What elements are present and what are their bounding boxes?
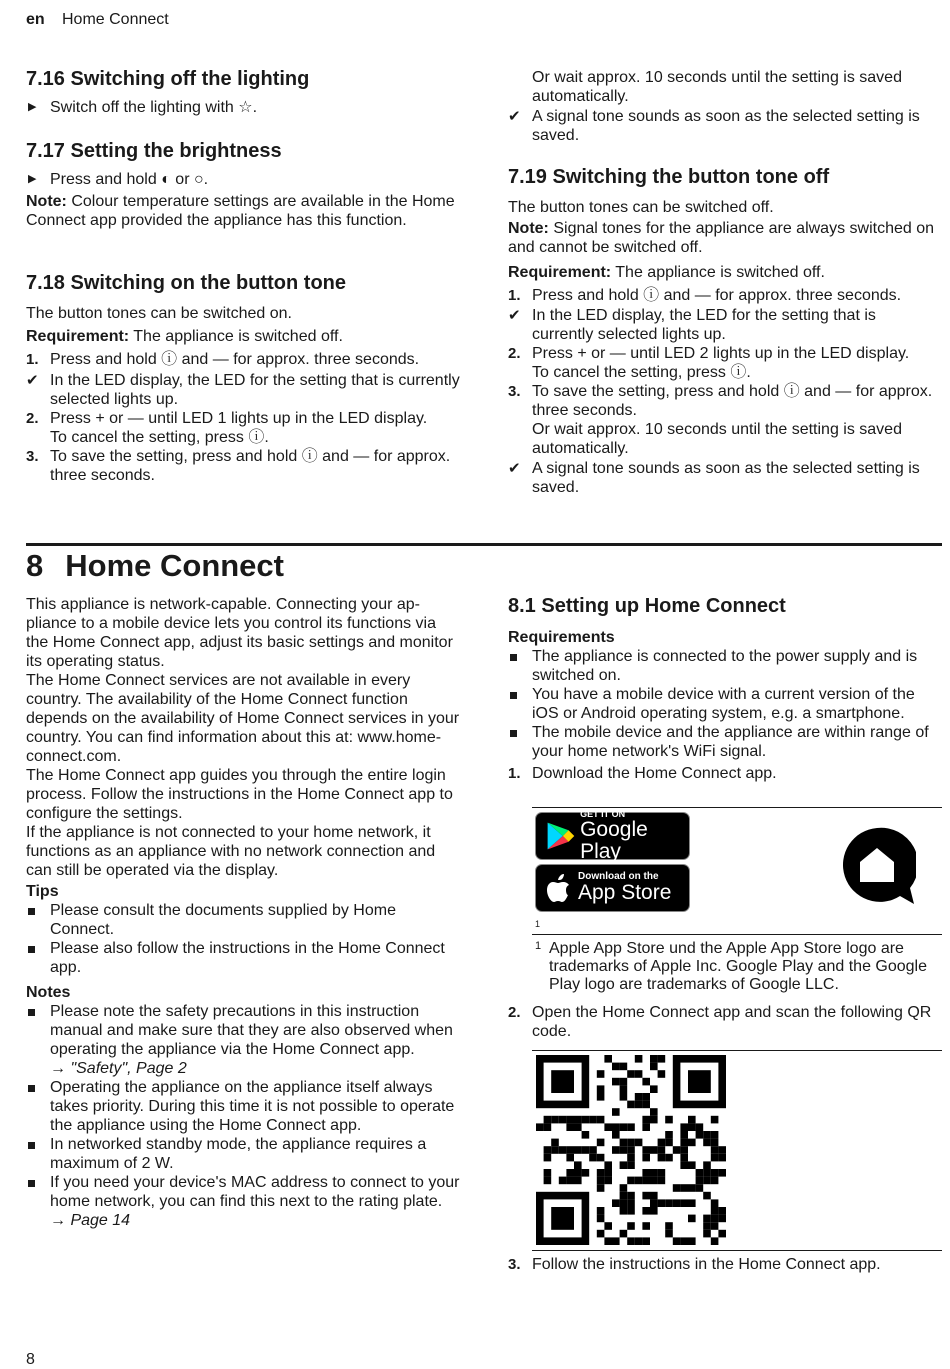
running-header-title: Home Connect: [62, 11, 169, 28]
note-item: In networked standby mode, the appliance requires a maximum of 2 W.: [26, 1135, 462, 1173]
check-icon: ✔: [508, 307, 521, 324]
step-arrow-icon: ▶: [28, 173, 37, 185]
step-3: 3. Follow the instructions in the Home Connect app.: [508, 1256, 881, 1273]
section-7-18-continued: [508, 68, 940, 145]
cross-reference-link[interactable]: → "Safety", Page 2: [50, 1060, 187, 1077]
section-7-17: [26, 139, 466, 230]
note-item: Operating the appliance on the appliance itself always takes priority. During this time it is not possible to operate the appliance using the Home Connect app.: [26, 1078, 462, 1135]
section-7-19: [508, 165, 940, 497]
step-1: 1. Press and hold ⓘ and — for approx. three seconds.: [26, 351, 420, 368]
intro-text: The button tones can be switched on.: [26, 305, 292, 322]
step-3: 3. To save the setting, press and hold ⓘ and — for approx. three seconds.: [26, 448, 451, 484]
chapter-8-body: [26, 595, 462, 1230]
step-arrow-icon: ▶: [28, 101, 37, 113]
chapter-rule: [26, 543, 942, 546]
tips-heading: Tips: [26, 883, 59, 900]
tip-item: Please also follow the instructions in the Home Connect app.: [26, 939, 462, 977]
step-2: 2. Press + or — until LED 1 lights up in the LED display. To cancel the setting, press ⓘ.: [26, 410, 428, 446]
step-2: 2. Press + or — until LED 2 lights up in the LED display. To cancel the setting, press ⓘ.: [508, 345, 910, 381]
section-7-16: [26, 67, 466, 117]
footnote: 1 Apple App Store und the Apple App Store logo are trademarks of Apple Inc. Google Play and the Google Play logo are trademarks of Google LLC.: [535, 940, 928, 993]
page-number: 8: [26, 1351, 35, 1368]
qr-code[interactable]: [536, 1055, 726, 1245]
apple-icon: [542, 868, 578, 908]
notes-heading: Notes: [26, 984, 71, 1001]
section-heading: 7.19 Switching the button tone off: [508, 166, 830, 188]
paragraph: If the appliance is not connected to your home network, it functions as an appliance with no network connection and can still be operated via the display.: [26, 824, 436, 879]
note-paragraph: Note: Signal tones for the appliance are always switched on and cannot be switched off.: [508, 220, 935, 256]
chapter-title: 8 Home Connect: [26, 548, 284, 583]
section-7-18: [26, 271, 466, 485]
figure-rule: [532, 807, 942, 808]
paragraph: This appliance is network-capable. Connecting your appliance to a mobile device lets you control its functions via the Home Connect app, adjust its basic settings and monitor its operating status.: [26, 596, 453, 670]
note-paragraph: Note: Colour temperature settings are available in the Home Connect app provided the appliance has this function.: [26, 193, 455, 229]
check-icon: ✔: [26, 372, 39, 389]
requirements-heading: Requirements: [508, 629, 615, 646]
app-store-badge[interactable]: Download on the App Store: [535, 864, 690, 912]
section-heading: 8.1 Setting up Home Connect: [508, 595, 786, 617]
instruction-step: ▶ Switch off the lighting with ☆.: [28, 99, 258, 116]
section-heading: 7.16 Switching off the lighting: [26, 68, 310, 90]
paragraph: The Home Connect app guides you through the entire login process. Follow the instructions in the Home Connect app to configure the settings.: [26, 767, 453, 822]
step-result: ✔ In the LED display, the LED for the setting that is currently selected lights up.: [508, 307, 876, 343]
step-1: 1. Press and hold ⓘ and — for approx. three seconds.: [508, 287, 902, 304]
home-connect-app-icon: [838, 826, 916, 906]
figure-footnote-marker: 1: [535, 919, 541, 929]
requirement-text: Requirement: The appliance is switched off.: [508, 264, 825, 281]
requirement-item: The mobile device and the appliance are within range of your home network's WiFi signal.: [508, 723, 940, 761]
cross-reference-link[interactable]: → Page 14: [50, 1212, 131, 1229]
step-3: 3. To save the setting, press and hold ⓘ and — for approx. three seconds. Or wait approx. 10 seconds until the setting is saved automatically.: [508, 383, 933, 457]
step-2: 2. Open the Home Connect app and scan the following QR code.: [508, 1004, 932, 1040]
intro-text: The button tones can be switched off.: [508, 199, 774, 216]
step-1: 1. Download the Home Connect app.: [508, 765, 777, 782]
qr-rule: [532, 1050, 942, 1051]
requirement-item: The appliance is connected to the power supply and is switched on.: [508, 647, 940, 685]
step-result: ✔ A signal tone sounds as soon as the selected setting is saved.: [508, 460, 920, 496]
language-code: en: [26, 11, 45, 28]
paragraph: The Home Connect services are not available in every country. The availability of the Home Connect function depends on the availability of Home Connect services in your country. You can find information about this at: www.home-connect.com.: [26, 672, 460, 765]
step-result: ✔ A signal tone sounds as soon as the selected setting is saved.: [508, 108, 920, 144]
requirement-text: Requirement: The appliance is switched off.: [26, 328, 343, 345]
section-8-1: [508, 594, 940, 783]
check-icon: ✔: [508, 460, 521, 477]
note-item: If you need your device's MAC address to connect to your home network, you can find this next to the rating plate. → Page 14: [26, 1173, 462, 1230]
footnote-rule: [532, 934, 942, 935]
step-result: ✔ In the LED display, the LED for the setting that is currently selected lights up.: [26, 372, 460, 408]
google-play-icon: [540, 816, 578, 856]
section-heading: 7.18 Switching on the button tone: [26, 272, 347, 294]
section-heading: 7.17 Setting the brightness: [26, 140, 282, 162]
step-continuation: Or wait approx. 10 seconds until the setting is saved automatically.: [532, 69, 902, 105]
note-item: Please note the safety precautions in this instruction manual and make sure that they are also observed when operating the appliance via the Home Connect app. → "Safety", Page 2: [26, 1002, 462, 1078]
google-play-badge[interactable]: GET IT ON Google Play: [535, 812, 690, 860]
instruction-step: ▶ Press and hold ◐ or ○.: [28, 171, 209, 188]
check-icon: ✔: [508, 108, 521, 125]
requirement-item: You have a mobile device with a current version of the iOS or Android operating system, e.g. a smartphone.: [508, 685, 940, 723]
tip-item: Please consult the documents supplied by Home Connect.: [26, 901, 462, 939]
qr-rule-bottom: [532, 1250, 942, 1251]
